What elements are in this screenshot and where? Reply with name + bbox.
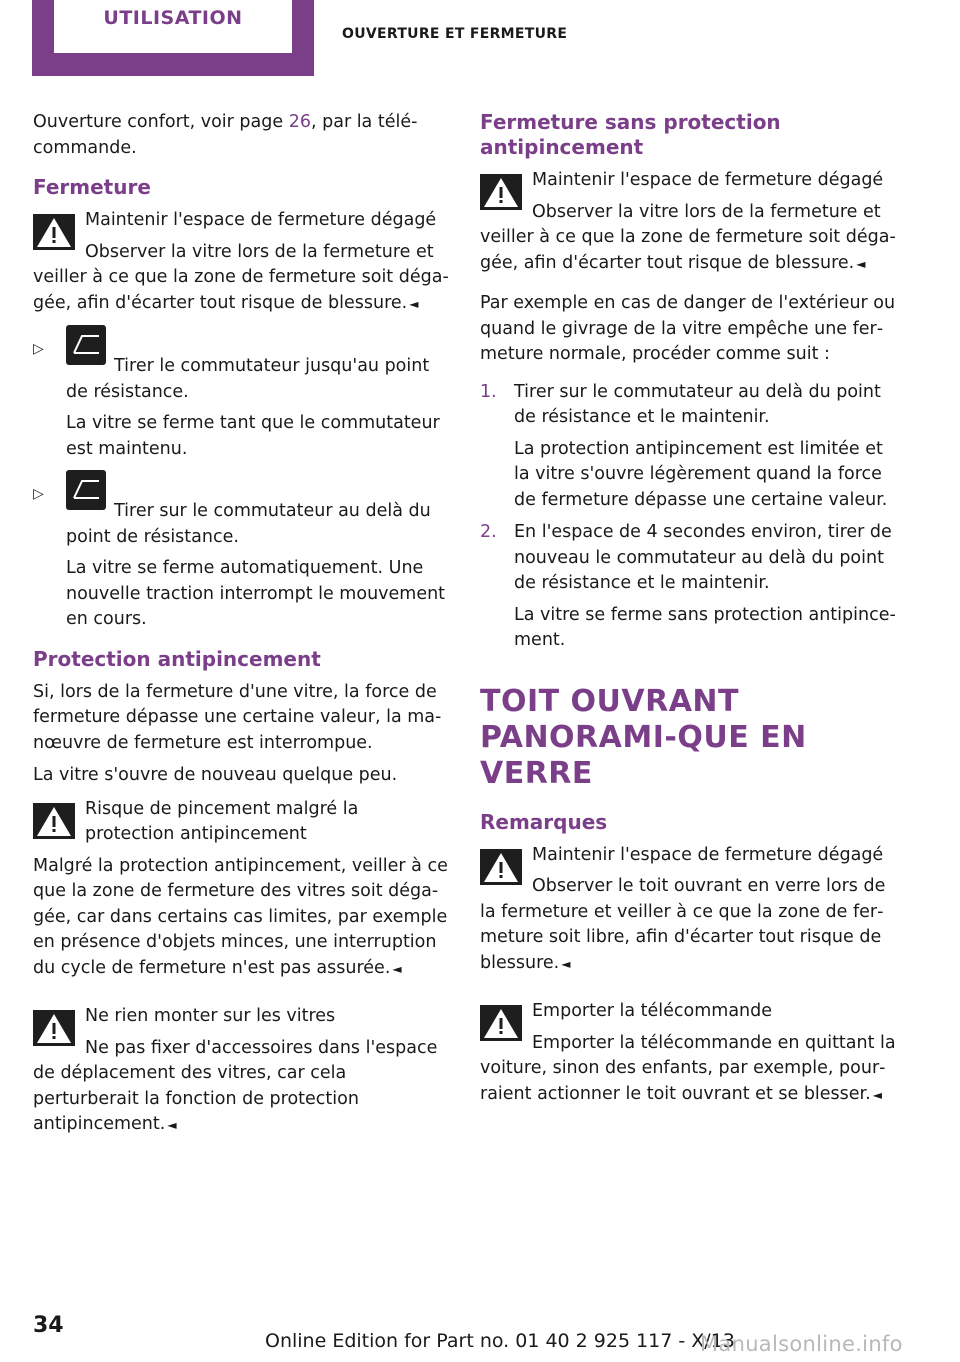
left-column: [33, 110, 453, 1153]
right-column: [480, 110, 900, 1122]
warning-box: [33, 208, 453, 317]
warning-text: Emporter la télécommande en quittant la voiture, sinon des enfants, par exemple, pour‐raient actionner le toit ouvrant et se blesser.: [480, 1032, 896, 1104]
paragraph: Si, lors de la fermeture d'une vitre, la force de fermeture dépasse une certaine valeur, la ma‐nœuvre de fermeture est interrompue.: [33, 681, 442, 753]
end-mark: ◄: [167, 1118, 177, 1132]
warning-triangle-icon: [480, 849, 522, 885]
warning-box: [480, 999, 900, 1108]
warning-text: Observer la vitre lors de la fermeture et veiller à ce que la zone de fermeture soit déga‐gée, afin d'écarter tout risque de blessure.: [33, 241, 449, 313]
watermark: Manualsonline.info: [700, 1332, 903, 1356]
warning-triangle-icon: [33, 1010, 75, 1046]
end-mark: ◄: [561, 956, 571, 971]
section-tab-label: UTILISATION: [54, 0, 292, 53]
warning-title: Emporter la télécommande: [532, 1001, 773, 1021]
step-number: 2.: [480, 522, 497, 542]
warning-box: [33, 1004, 453, 1139]
chapter-title: OUVERTURE ET FERMETURE: [342, 26, 568, 42]
list-item: [33, 337, 453, 462]
bullet-icon: ▷: [33, 486, 44, 502]
intro-paragraph: Ouverture confort, voir page 26, par la télé‐commande.: [33, 112, 418, 158]
edition-footer: Online Edition for Part no. 01 40 2 925 117 - X/13: [265, 1330, 735, 1352]
end-mark: ◄: [392, 961, 402, 976]
heading-remarques: Remarques: [480, 809, 608, 834]
bullet-icon: ▷: [33, 341, 44, 357]
step-result: La vitre se ferme automatiquement. Une nouvelle traction interrompt le mouvement en cours.: [66, 558, 446, 629]
warning-triangle-icon: [480, 174, 522, 210]
paragraph: Par exemple en cas de danger de l'extérieur ou quand le givrage de la vitre empêche une fer‐meture normale, procéder comme suit :: [480, 293, 896, 364]
heading-protection: Protection antipincement: [33, 646, 321, 671]
warning-title: Maintenir l'espace de fermeture dégagé: [532, 844, 884, 865]
warning-triangle-icon: [33, 803, 75, 839]
heading-sans-protection: Fermeture sans protection antipincement: [480, 110, 781, 159]
step-result: La protection antipincement est limitée et la vitre s'ouvre légèrement quand la force de fermeture dépasse une certaine valeur.: [514, 438, 888, 510]
warning-text: Observer le toit ouvrant en verre lors de la fermeture et veiller à ce que la zone de fer‐meture soit libre, afin d'écarter tout risque de blessure.: [480, 876, 886, 973]
section-tab: [32, 0, 314, 76]
list-item: [480, 380, 900, 514]
warning-box: [33, 797, 453, 983]
warning-title: Risque de pincement malgré la protection antipincement: [85, 798, 359, 844]
list-item: [33, 482, 453, 633]
end-mark: ◄: [872, 1087, 882, 1102]
heading-fermeture: Fermeture: [33, 175, 151, 199]
warning-title: Ne rien monter sur les vitres: [85, 1006, 336, 1026]
step-instruction: Tirer sur le commutateur au delà du point de résistance et le maintenir.: [514, 381, 881, 427]
step-number: 1.: [480, 381, 497, 402]
step-result: La vitre se ferme tant que le commutateur est maintenu.: [66, 413, 440, 459]
step-instruction: En l'espace de 4 secondes environ, tirer de nouveau le commutateur au delà du point de résistance et le maintenir.: [514, 522, 892, 593]
warning-title: Maintenir l'espace de fermeture dégagé: [85, 210, 437, 230]
step-instruction: Tirer sur le commutateur au delà du point de résistance.: [66, 501, 431, 547]
list-item: [480, 520, 900, 654]
warning-triangle-icon: [480, 1005, 522, 1041]
end-mark: ◄: [856, 256, 866, 271]
warning-text: Observer la vitre lors de la fermeture et veiller à ce que la zone de fermeture soit déga‐gée, afin d'écarter tout risque de blessure.: [480, 201, 896, 273]
warning-box: [480, 168, 900, 277]
warning-box: [480, 843, 900, 978]
step-instruction: Tirer le commutateur jusqu'au point de résistance.: [66, 356, 430, 402]
page-link[interactable]: 26: [288, 112, 311, 132]
warning-text: Malgré la protection antipincement, veiller à ce que la zone de fermeture des vitres soit déga‐gée, car dans certains cas limites, par exemple en présence d'objets minces, une interruption du cycle de fermeture n'est pas assurée.: [33, 855, 448, 978]
page-number: 34: [33, 1313, 64, 1338]
step-result: La vitre se ferme sans protection antipince‐ment.: [514, 604, 896, 650]
warning-title: Maintenir l'espace de fermeture dégagé: [532, 170, 884, 190]
heading-toit-ouvrant: TOIT OUVRANT PANORAMI‐QUE EN VERRE: [480, 683, 807, 791]
warning-triangle-icon: [33, 214, 75, 250]
paragraph: La vitre s'ouvre de nouveau quelque peu.: [33, 765, 398, 785]
end-mark: ◄: [409, 296, 419, 311]
window-switch-icon: [66, 470, 106, 510]
window-switch-icon: [66, 325, 106, 365]
warning-text: Ne pas fixer d'accessoires dans l'espace de déplacement des vitres, car cela perturberait la fonction de protection antipincement.: [33, 1037, 438, 1134]
